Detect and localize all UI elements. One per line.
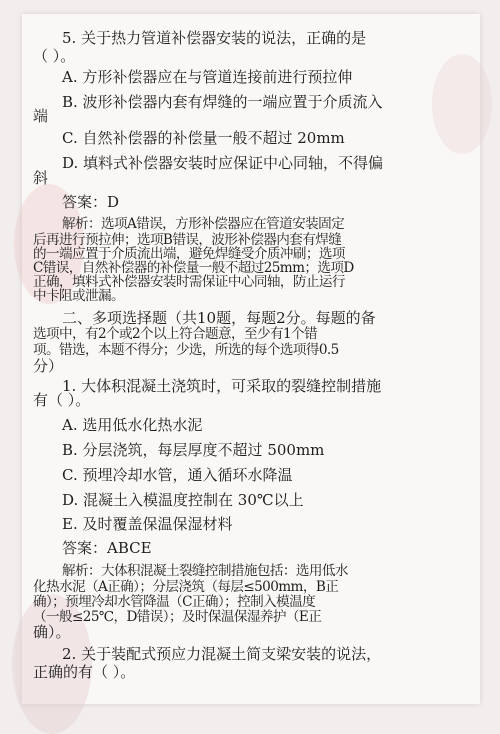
explanation: 正确，填料式补偿器安装时需保证中心同轴，防止运行 xyxy=(33,274,345,290)
section-heading: 分） xyxy=(33,357,64,375)
section-heading: 选项中，有2个或2个以上符合题意，至少有1个错 xyxy=(33,326,318,342)
question-1-stem: 1. 大体积混凝土浇筑时，可采取的裂缝控制措施 xyxy=(62,377,382,395)
option-d: D. 填料式补偿器安装时应保证中心同轴，不得偏 xyxy=(62,154,384,172)
option-a: A. 方形补偿器应在与管道连接前进行预拉伸 xyxy=(62,68,353,86)
explanation: 解析：选项A错误，方形补偿器应在管道安装固定 xyxy=(62,216,345,232)
option-b: B. 波形补偿器内套有焊缝的一端应置于介质流入 xyxy=(62,93,383,111)
option-d: 斜 xyxy=(33,169,49,187)
question-1-stem: 有（ ）。 xyxy=(33,391,91,409)
question-2-stem: 正确的有（ ）。 xyxy=(33,663,136,681)
option-a: A. 选用低水化热水泥 xyxy=(62,416,203,434)
answer: 答案：D xyxy=(62,193,120,211)
question-5-stem: 5. 关于热力管道补偿器安装的说法，正确的是 xyxy=(62,29,367,47)
option-e: E. 及时覆盖保温保湿材料 xyxy=(62,515,233,533)
explanation: （一般≤25℃，D错误）；及时保温保湿养护（E正 xyxy=(33,609,322,625)
explanation: 解析：大体积混凝土裂缝控制措施包括：选用低水 xyxy=(62,563,348,579)
question-2-stem: 2. 关于装配式预应力混凝土简支梁安装的说法， xyxy=(62,645,382,663)
explanation: C错误，自然补偿器的补偿量一般不超过25mm；选项D xyxy=(33,260,354,276)
explanation: 确）；预埋冷却水管降温（C正确）；控制入模温度 xyxy=(33,594,316,610)
question-5-stem: （ ）。 xyxy=(33,47,76,65)
option-b: B. 分层浇筑，每层厚度不超过 500mm xyxy=(62,441,325,459)
answer: 答案：ABCE xyxy=(62,539,152,557)
explanation: 后再进行预拉伸；选项B错误，波形补偿器内套有焊缝 xyxy=(33,232,342,248)
explanation: 确）。 xyxy=(33,623,71,641)
section-heading: 项。错选，本题不得分；少选，所选的每个选项得0.5 xyxy=(33,342,339,358)
explanation: 中卡阻或泄漏。 xyxy=(33,288,124,304)
explanation: 的一端应置于介质流出端，避免焊缝受介质冲刷；选项 xyxy=(33,246,345,262)
option-c: C. 自然补偿器的补偿量一般不超过 20mm xyxy=(62,129,345,147)
option-d: D. 混凝土入模温度控制在 30℃以上 xyxy=(62,491,304,509)
explanation: 化热水泥（A正确）；分层浇筑（每层≤500mm，B正 xyxy=(33,579,339,595)
option-b: 端 xyxy=(33,107,49,125)
section-heading: 二、多项选择题（共10题，每题2分。每题的备 xyxy=(62,309,376,327)
option-c: C. 预埋冷却水管，通入循环水降温 xyxy=(62,466,293,484)
